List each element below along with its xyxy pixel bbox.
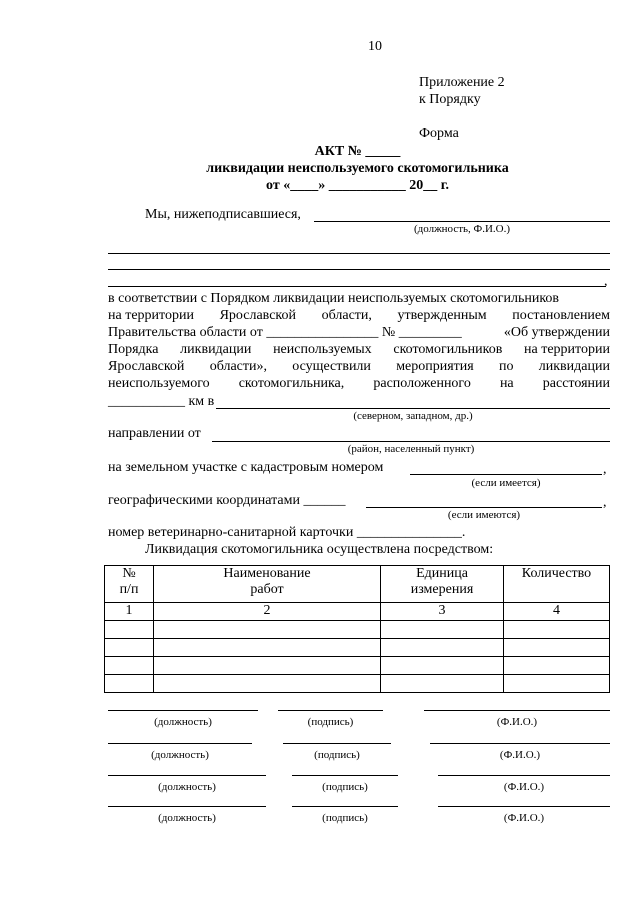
para-word: Порядка	[108, 342, 159, 357]
direction-fill-line	[216, 408, 610, 409]
note-direction: (северном, западном, др.)	[353, 410, 473, 422]
table-cell[interactable]	[154, 639, 381, 657]
undersigned-line	[314, 221, 610, 222]
table-cell[interactable]	[504, 657, 610, 675]
form-label: Форма	[419, 126, 459, 141]
sig-name-line-2	[430, 743, 610, 744]
sig-signature-label: (подпись)	[322, 781, 368, 793]
district-fill-line	[212, 441, 610, 442]
table-cell[interactable]	[154, 621, 381, 639]
para-word: на территории	[524, 342, 610, 357]
sig-name-label: (Ф.И.О.)	[496, 716, 538, 728]
sig-signature-line-2	[283, 743, 391, 744]
para-word: «Об утверждении	[503, 325, 610, 340]
para-word: Правительства области от ________________ № _________	[108, 325, 462, 340]
liquidation-label: Ликвидация скотомогильника осуществлена посредством:	[145, 542, 494, 557]
para-line-5	[108, 358, 610, 375]
table-cell[interactable]	[381, 639, 504, 657]
sig-name-label: (Ф.И.О.)	[503, 781, 545, 793]
note-if-exists: (если имеется)	[471, 477, 541, 489]
para-word: расстоянии	[542, 376, 610, 391]
cadastral-fill-line	[410, 474, 602, 475]
table-cell[interactable]	[381, 621, 504, 639]
para-word: на территории	[108, 308, 194, 323]
table-cell[interactable]	[154, 657, 381, 675]
para-word: ликвидации	[180, 342, 252, 357]
para-word: Ярославской	[219, 308, 296, 323]
works-table	[104, 565, 610, 693]
table-cell: 4	[504, 603, 610, 621]
direction-label: направлении от	[108, 426, 201, 441]
sig-name-label: (Ф.И.О.)	[499, 749, 541, 761]
header-text: работ	[250, 582, 284, 597]
para-line-4	[108, 341, 610, 358]
act-title-line1: АКТ № _____	[314, 144, 401, 159]
para-word: неиспользуемого	[108, 376, 210, 391]
sig-name-line-3	[438, 775, 610, 776]
table-header-cell	[504, 566, 610, 603]
para-word: скотомогильника,	[238, 376, 345, 391]
cadastral-label: на земельном участке с кадастровым номером	[108, 460, 384, 475]
table-cell: 3	[381, 603, 504, 621]
header-text: Наименование	[223, 566, 311, 581]
sig-position-line-3	[108, 775, 266, 776]
table-cell[interactable]	[154, 675, 381, 693]
vet-card-label: номер ветеринарно-санитарной карточки _______________.	[108, 525, 466, 540]
sig-position-label: (должность)	[154, 716, 212, 728]
para-word: постановлением	[512, 308, 610, 323]
para-word: Ярославской	[108, 359, 185, 374]
para-word: утвержденным	[397, 308, 487, 323]
para-line-2	[108, 307, 610, 324]
sig-signature-label: (подпись)	[314, 749, 360, 761]
para-word: осуществили	[292, 359, 371, 374]
sig-signature-label: (подпись)	[322, 812, 368, 824]
header-text: №	[122, 566, 136, 581]
para-line-1	[108, 290, 610, 307]
act-title-line3: от «____» ___________ 20__ г.	[266, 178, 449, 193]
coords-comma: ,	[603, 495, 607, 510]
cadastral-comma: ,	[603, 462, 607, 477]
fill-line-2	[108, 269, 610, 270]
para-word: мероприятия	[396, 359, 474, 374]
para-word: на	[499, 376, 514, 391]
header-text: Единица	[416, 566, 468, 581]
table-header-cell	[105, 566, 154, 603]
table-row	[105, 621, 610, 639]
act-title-line2: ликвидации неиспользуемого скотомогильника	[206, 161, 509, 176]
sig-position-line-4	[108, 806, 266, 807]
table-cell[interactable]	[105, 657, 154, 675]
header-text: Количество	[521, 566, 592, 581]
fill-line-1	[108, 253, 610, 254]
table-cell[interactable]	[381, 657, 504, 675]
appendix-line1: Приложение 2	[419, 75, 505, 90]
sig-position-label: (должность)	[151, 749, 209, 761]
sig-position-label: (должность)	[158, 781, 216, 793]
para-line-6	[108, 375, 610, 392]
table-row	[105, 657, 610, 675]
para-word: расположенного	[373, 376, 471, 391]
fill-line-comma: ,	[604, 274, 608, 289]
coords-fill-line	[366, 507, 602, 508]
sig-position-label: (должность)	[158, 812, 216, 824]
table-cell[interactable]	[381, 675, 504, 693]
table-cell[interactable]	[504, 639, 610, 657]
sig-name-line-4	[438, 806, 610, 807]
header-text: п/п	[119, 582, 139, 597]
para-word: скотомогильников	[393, 342, 503, 357]
table-header-cell	[154, 566, 381, 603]
coords-label: географическими координатами ______	[108, 493, 346, 508]
note-district: (район, населенный пункт)	[347, 443, 475, 455]
note-position: (должность, Ф.И.О.)	[413, 223, 511, 235]
appendix-line2: к Порядку	[419, 92, 481, 107]
para-word: неиспользуемых	[273, 342, 372, 357]
para-line-3	[108, 324, 610, 341]
table-cell[interactable]	[504, 621, 610, 639]
page-number: 10	[368, 39, 382, 54]
table-cell: 2	[154, 603, 381, 621]
table-cell[interactable]	[105, 639, 154, 657]
para-text: в соответствии с Порядком ликвидации неиспользуемых скотомогильников	[108, 291, 560, 306]
para-word: по	[499, 359, 514, 374]
table-header-cell	[381, 566, 504, 603]
para-word: ликвидации	[538, 359, 610, 374]
sig-signature-label: (подпись)	[307, 716, 354, 728]
note-if-exist-pl: (если имеются)	[447, 509, 521, 521]
sig-signature-line-3	[292, 775, 398, 776]
table-header-row	[105, 566, 610, 603]
table-cell[interactable]	[105, 621, 154, 639]
sig-signature-line-4	[292, 806, 398, 807]
sig-position-line-1	[108, 710, 258, 711]
km-label: ___________ км в	[108, 394, 215, 409]
undersigned-label: Мы, нижеподписавшиеся,	[145, 207, 301, 222]
sig-name-line-1	[424, 710, 610, 711]
table-cell: 1	[105, 603, 154, 621]
sig-position-line-2	[108, 743, 252, 744]
header-text: измерения	[410, 582, 474, 597]
table-row	[105, 603, 610, 621]
table-cell[interactable]	[504, 675, 610, 693]
sig-signature-line-1	[278, 710, 383, 711]
para-word: области,	[321, 308, 372, 323]
sig-name-label: (Ф.И.О.)	[503, 812, 545, 824]
table-cell[interactable]	[105, 675, 154, 693]
table-row	[105, 675, 610, 693]
para-word: области»,	[209, 359, 268, 374]
fill-line-3	[108, 286, 606, 287]
table-row	[105, 639, 610, 657]
